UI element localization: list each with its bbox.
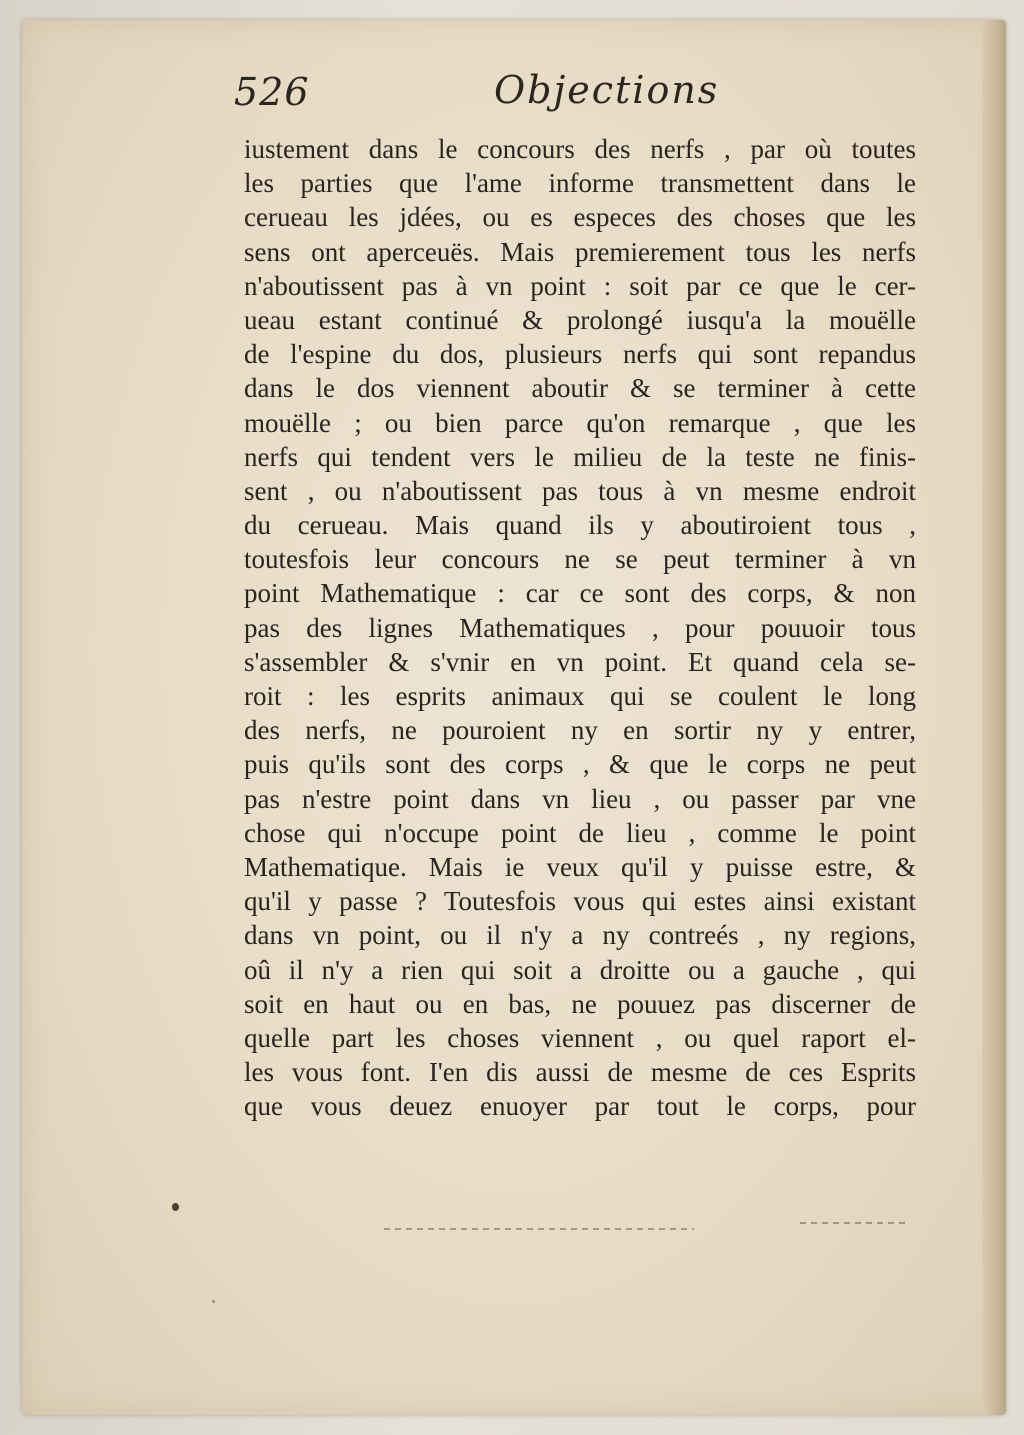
text-line: les vous font. I'en dis aussi de mesme de ces Esprits: [244, 1057, 916, 1088]
running-head: Objections: [494, 68, 720, 112]
text-line: iustement dans le concours des nerfs , par où toutes: [244, 134, 916, 164]
text-line: que vous deuez enuoyer par tout le corps, pour: [244, 1091, 916, 1122]
text-line: roit : les esprits animaux qui se coulent le long: [244, 681, 916, 711]
text-line: sent , ou n'aboutissent pas tous à vn mesme endroit: [244, 475, 916, 506]
ink-speck: [212, 1300, 215, 1303]
show-through-mark: [800, 1222, 910, 1224]
text-line: pas des lignes Mathematiques , pour pouuoir tous: [244, 612, 916, 643]
text-line: sens ont aperceuës. Mais premierement tous les nerfs: [244, 236, 916, 267]
text-line: dans le dos viennent aboutir & se terminer à cette: [244, 373, 916, 404]
text-line: les parties que l'ame informe transmettent dans le: [244, 168, 916, 199]
text-line: ueau estant continué & prolongé iusqu'a la mouëlle: [244, 304, 916, 335]
text-line: mouëlle ; ou bien parce qu'on remarque , que les: [244, 407, 916, 438]
body-text: [244, 132, 916, 1123]
text-line: quelle part les choses viennent , ou quel raport el-: [244, 1022, 916, 1053]
text-line: dans vn point, ou il n'y a ny contreés , ny regions,: [244, 920, 916, 951]
text-line: soit en haut ou en bas, ne pouuez pas discerner de: [244, 988, 916, 1019]
show-through-mark: [384, 1228, 694, 1230]
ink-speck: [172, 1203, 179, 1211]
text-line: toutesfois leur concours ne se peut terminer à vn: [244, 544, 916, 575]
text-line: cerueau les jdées, ou es especes des choses que les: [244, 202, 916, 233]
text-line: de l'espine du dos, plusieurs nerfs qui sont repandus: [244, 339, 916, 370]
text-line: Mathematique. Mais ie veux qu'il y puisse estre, &: [244, 851, 916, 882]
text-line: oû il n'y a rien qui soit a droitte ou a gauche , qui: [244, 954, 916, 985]
text-line: qu'il y passe ? Toutesfois vous qui estes ainsi existant: [244, 886, 916, 917]
page-gutter: [982, 20, 1006, 1415]
page-header: [212, 56, 812, 126]
text-line: nerfs qui tendent vers le milieu de la teste ne finis-: [244, 441, 916, 472]
text-line: point Mathematique : car ce sont des corps, & non: [244, 578, 916, 609]
text-line: des nerfs, ne pouroient ny en sortir ny y entrer,: [244, 715, 916, 746]
text-line: du cerueau. Mais quand ils y aboutiroient tous ,: [244, 510, 916, 541]
text-line: pas n'estre point dans vn lieu , ou passer par vne: [244, 783, 916, 814]
text-line: puis qu'ils sont des corps , & que le corps ne peut: [244, 749, 916, 780]
text-line: chose qui n'occupe point de lieu , comme le point: [244, 817, 916, 848]
text-line: n'aboutissent pas à vn point : soit par ce que le cer-: [244, 270, 916, 301]
page-number: 526: [234, 70, 310, 114]
text-line: s'assembler & s'vnir en vn point. Et quand cela se-: [244, 646, 916, 677]
